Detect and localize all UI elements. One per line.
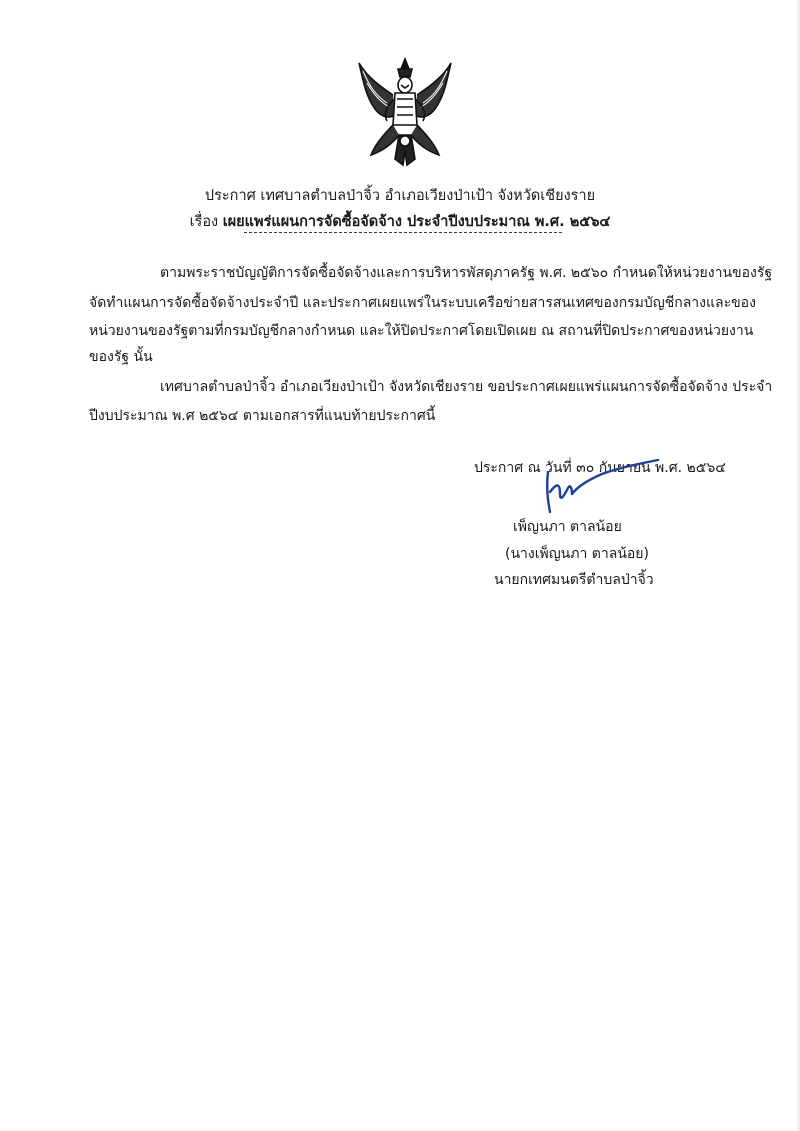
subject-text: เผยแพร่แผนการจัดซื้อจัดจ้าง ประจำปีงบประมาณ พ.ศ. ๒๕๖๔ bbox=[222, 214, 611, 230]
garuda-emblem-icon bbox=[353, 55, 457, 167]
body-line-3: หน่วยงานของรัฐตามที่กรมบัญชีกลางกำหนด และให้ปิดประกาศโดยเปิดเผย ณ สถานที่ปิดประกาศของหน่วยงาน bbox=[89, 323, 754, 339]
body-line-2: จัดทำแผนการจัดซื้อจัดจ้างประจำปี และประกาศเผยแพร่ในระบบเครือข่ายสารสนเทศของกรมบัญชีกลางและของ bbox=[89, 295, 756, 311]
body-paragraph-2-line-2: ปีงบประมาณ พ.ศ ๒๕๖๔ ตามเอกสารที่แนบท้ายประกาศนี้ bbox=[89, 408, 436, 424]
subject-prefix: เรื่อง bbox=[189, 214, 219, 230]
handwritten-signature-icon bbox=[538, 452, 664, 522]
paragraph-2-lead: เทศบาลตำบลป่าจิ้ว อำเภอเวียงป่าเป้า จังหวัดเชียงราย bbox=[160, 379, 484, 395]
body-paragraph-2-line-1 bbox=[160, 376, 772, 398]
header-divider bbox=[244, 232, 562, 233]
paragraph-2-rest: ขอประกาศเผยแพร่แผนการจัดซื้อจัดจ้าง ประจำ bbox=[487, 379, 773, 395]
announcement-subject bbox=[0, 210, 800, 233]
signatory-full-name: (นางเพ็ญนภา ตาลน้อย) bbox=[505, 546, 649, 562]
signed-name: เพ็ญนภา ตาลน้อย bbox=[513, 519, 622, 535]
page-edge bbox=[796, 0, 800, 1131]
announcement-date: ประกาศ ณ วันที่ ๓๐ กันยายน พ.ศ. ๒๕๖๔ bbox=[474, 460, 726, 476]
signatory-position: นายกเทศมนตรีตำบลป่าจิ้ว bbox=[494, 572, 654, 588]
body-line-4: ของรัฐ นั้น bbox=[89, 349, 153, 365]
body-line-1: ตามพระราชบัญญัติการจัดซื้อจัดจ้างและการบริหารพัสดุภาครัฐ พ.ศ. ๒๕๖๐ กำหนดให้หน่วยงานของรัฐ bbox=[160, 265, 773, 281]
announcement-title: ประกาศ เทศบาลตำบลป่าจิ้ว อำเภอเวียงป่าเป้า จังหวัดเชียงราย bbox=[204, 188, 596, 204]
